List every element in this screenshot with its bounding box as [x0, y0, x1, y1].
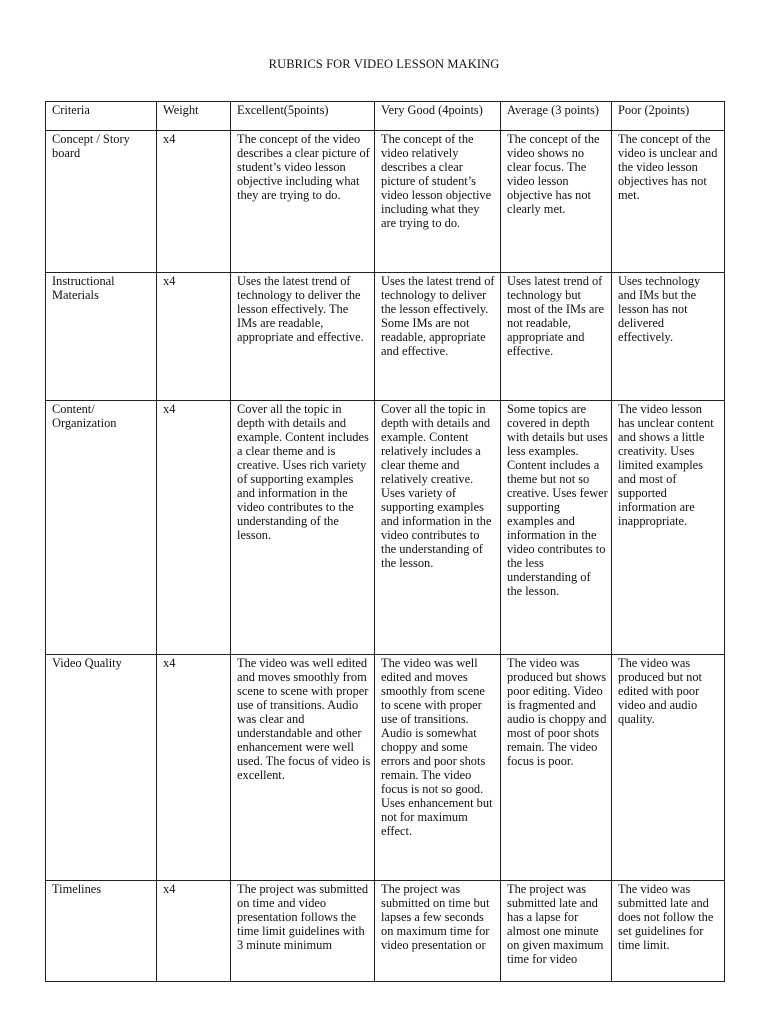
poor-text: The video was submitted late and does not follow the set guidelines for time limit.: [618, 882, 714, 952]
weight-text: x4: [163, 402, 176, 416]
weight-cell: [157, 401, 231, 655]
table-row: [46, 273, 725, 401]
table-header-row: [46, 102, 725, 131]
excellent-cell: [231, 881, 375, 982]
average-cell: [501, 401, 612, 655]
weight-text: x4: [163, 882, 176, 896]
criteria-text: Timelines: [52, 882, 102, 896]
criteria-text: Instructional Materials: [52, 274, 115, 302]
average-text: The concept of the video shows no clear focus. The video lesson objective has not clearly met.: [507, 132, 600, 216]
criteria-text: Concept / Story board: [52, 132, 130, 160]
weight-text: x4: [163, 656, 176, 670]
header-weight: Weight: [157, 102, 231, 131]
excellent-cell: [231, 131, 375, 273]
criteria-text: Content/ Organization: [52, 402, 117, 430]
table-row: [46, 881, 725, 982]
header-criteria: Criteria: [46, 102, 157, 131]
average-cell: [501, 881, 612, 982]
weight-cell: [157, 131, 231, 273]
average-text: The project was submitted late and has a lapse for almost one minute on given maximum time for video: [507, 882, 604, 966]
criteria-cell: [46, 131, 157, 273]
average-text: The video was produced but shows poor editing. Video is fragmented and audio is choppy and most of poor shots remain. The video focus is poor.: [507, 656, 607, 768]
table-row: [46, 401, 725, 655]
average-cell: [501, 655, 612, 881]
very-good-cell: [375, 655, 501, 881]
very-good-text: The video was well edited and moves smoothly from scene to scene with proper use of transitions. Audio is somewhat choppy and some errors and poor shots remain. The video focus is not so good. Uses enhancement but not for maximum effect.: [381, 656, 493, 838]
criteria-cell: [46, 655, 157, 881]
weight-cell: [157, 273, 231, 401]
criteria-cell: [46, 401, 157, 655]
weight-text: x4: [163, 274, 176, 288]
very-good-text: The concept of the video relatively describes a clear picture of student’s video lesson objective including what they are trying to do.: [381, 132, 492, 230]
poor-cell: [612, 131, 725, 273]
rubric-table: [45, 101, 725, 982]
table-row: [46, 131, 725, 273]
criteria-cell: [46, 881, 157, 982]
header-excellent: Excellent(5points): [231, 102, 375, 131]
very-good-cell: [375, 131, 501, 273]
excellent-text: Uses the latest trend of technology to deliver the lesson effectively. The IMs are readable, appropriate and effective.: [237, 274, 364, 344]
excellent-text: The video was well edited and moves smoothly from scene to scene with proper use of transitions. Audio was clear and understandable and other enhancement were well used. The focus of video is excellent.: [237, 656, 371, 782]
poor-cell: [612, 881, 725, 982]
weight-cell: [157, 881, 231, 982]
page-title: RUBRICS FOR VIDEO LESSON MAKING: [268, 57, 500, 71]
average-cell: [501, 273, 612, 401]
excellent-cell: [231, 273, 375, 401]
very-good-cell: [375, 273, 501, 401]
very-good-cell: [375, 401, 501, 655]
poor-text: The video lesson has unclear content and shows a little creativity. Uses limited examples and most of supported information are inappropriate.: [618, 402, 714, 528]
very-good-text: Cover all the topic in depth with details and example. Content relatively includes a clear theme and relatively creative. Uses variety of supporting examples and information in the video contributes to the understanding of the lesson.: [381, 402, 492, 570]
poor-cell: [612, 273, 725, 401]
header-very-good: Very Good (4points): [375, 102, 501, 131]
header-poor: Poor (2points): [612, 102, 725, 131]
weight-text: x4: [163, 132, 176, 146]
excellent-text: Cover all the topic in depth with details and example. Content includes a clear theme and is creative. Uses rich variety of supporting examples and information in the video contributes to the understanding of the lesson.: [237, 402, 369, 542]
weight-cell: [157, 655, 231, 881]
poor-text: Uses technology and IMs but the lesson has not delivered effectively.: [618, 274, 701, 344]
poor-text: The video was produced but not edited with poor video and audio quality.: [618, 656, 702, 726]
excellent-text: The project was submitted on time and video presentation follows the time limit guidelines with 3 minute minimum: [237, 882, 369, 952]
criteria-text: Video Quality: [52, 656, 122, 670]
average-text: Some topics are covered in depth with details but uses less examples. Content includes a theme but not so creative. Uses fewer supporting examples and information in the video contributes to the less understanding of the lesson.: [507, 402, 608, 598]
very-good-cell: [375, 881, 501, 982]
very-good-text: Uses the latest trend of technology to deliver the lesson effectively. Some IMs are not readable, appropriate and effective.: [381, 274, 495, 358]
average-text: Uses latest trend of technology but most of the IMs are not readable, appropriate and effective.: [507, 274, 605, 358]
poor-cell: [612, 655, 725, 881]
very-good-text: The project was submitted on time but lapses a few seconds on maximum time for video presentation or: [381, 882, 490, 952]
excellent-cell: [231, 401, 375, 655]
average-cell: [501, 131, 612, 273]
poor-cell: [612, 401, 725, 655]
table-row: [46, 655, 725, 881]
criteria-cell: [46, 273, 157, 401]
excellent-cell: [231, 655, 375, 881]
excellent-text: The concept of the video describes a clear picture of student’s video lesson objective including what they are trying to do.: [237, 132, 370, 202]
header-average: Average (3 points): [501, 102, 612, 131]
poor-text: The concept of the video is unclear and the video lesson objectives has not met.: [618, 132, 718, 202]
